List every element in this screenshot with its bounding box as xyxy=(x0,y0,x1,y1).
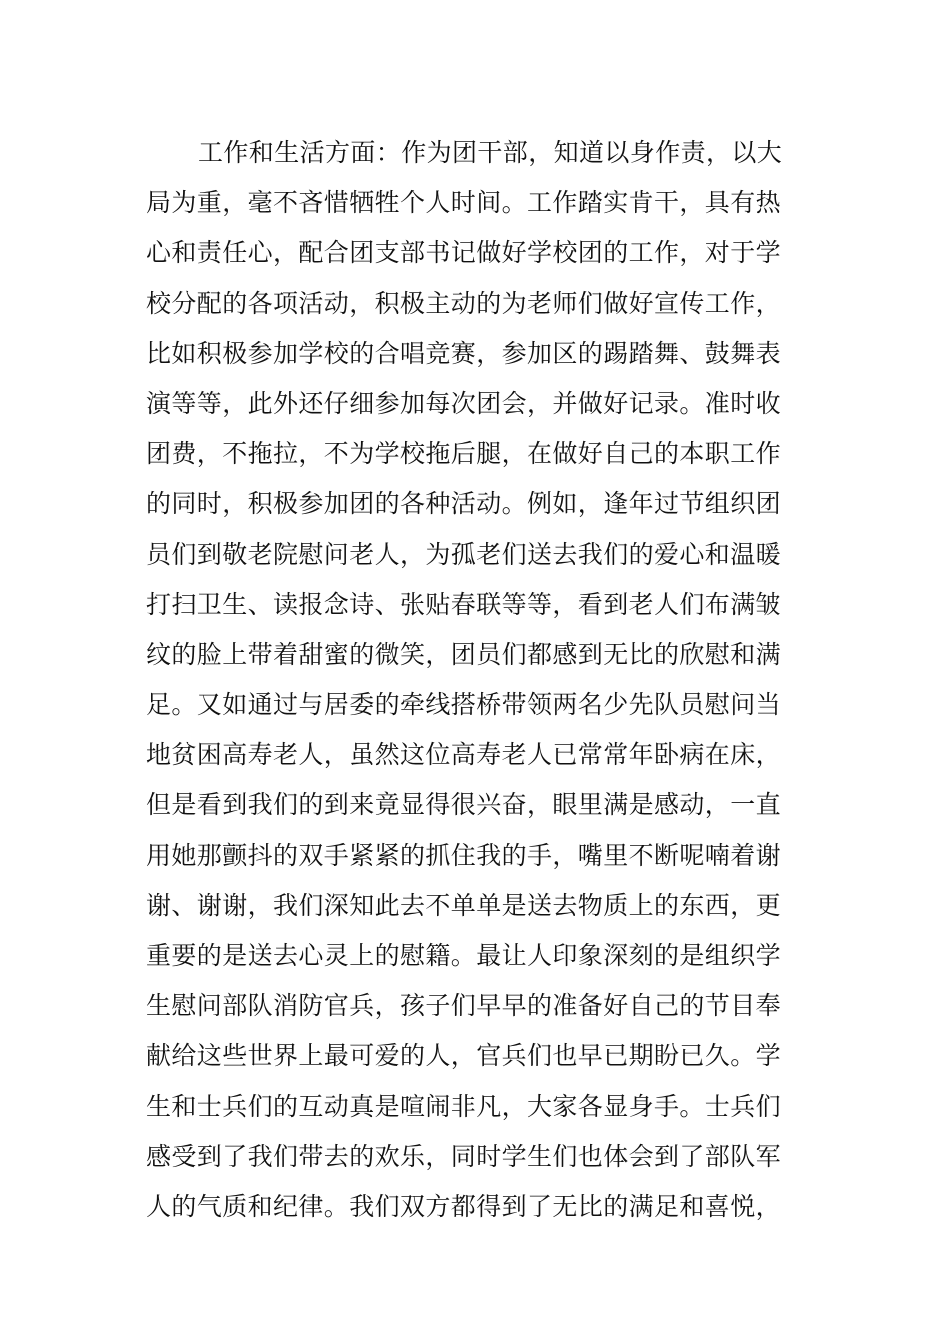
paragraph-line: 地贫困高寿老人，虽然这位高寿老人已常常年卧病在床， xyxy=(146,740,782,770)
paragraph-line: 团费，不拖拉，不为学校拖后腿，在做好自己的本职工作 xyxy=(146,439,782,469)
paragraph-line: 用她那颤抖的双手紧紧的抓住我的手，嘴里不断呢喃着谢 xyxy=(146,840,782,870)
paragraph-line: 谢、谢谢，我们深知此去不单单是送去物质上的东西，更 xyxy=(146,890,782,920)
paragraph-line: 校分配的各项活动，积极主动的为老师们做好宣传工作， xyxy=(146,288,782,318)
paragraph-line: 生和士兵们的互动真是喧闹非凡，大家各显身手。士兵们 xyxy=(146,1091,782,1121)
paragraph-line: 人的气质和纪律。我们双方都得到了无比的满足和喜悦， xyxy=(146,1191,782,1221)
paragraph-line: 员们到敬老院慰问老人，为孤老们送去我们的爱心和温暖 xyxy=(146,539,782,569)
paragraph-line: 献给这些世界上最可爱的人，官兵们也早已期盼已久。学 xyxy=(146,1041,782,1071)
paragraph xyxy=(146,128,816,1232)
paragraph-line: 生慰问部队消防官兵，孩子们早早的准备好自己的节目奉 xyxy=(146,991,782,1021)
paragraph-line: 心和责任心，配合团支部书记做好学校团的工作，对于学 xyxy=(146,238,782,268)
paragraph-line: 局为重，毫不吝惜牺牲个人时间。工作踏实肯干，具有热 xyxy=(146,188,782,218)
paragraph-line: 但是看到我们的到来竟显得很兴奋，眼里满是感动，一直 xyxy=(146,790,782,820)
paragraph-line: 工作和生活方面：作为团干部，知道以身作责，以大 xyxy=(198,138,783,167)
paragraph-line: 足。又如通过与居委的牵线搭桥带领两名少先队员慰问当 xyxy=(146,690,782,720)
paragraph-line: 打扫卫生、读报念诗、张贴春联等等，看到老人们布满皱 xyxy=(146,589,782,619)
paragraph-line: 比如积极参加学校的合唱竞赛，参加区的踢踏舞、鼓舞表 xyxy=(146,338,782,368)
paragraph-line: 的同时，积极参加团的各种活动。例如，逢年过节组织团 xyxy=(146,489,782,519)
paragraph-line: 纹的脸上带着甜蜜的微笑，团员们都感到无比的欣慰和满 xyxy=(146,639,782,669)
paragraph-line: 演等等，此外还仔细参加每次团会，并做好记录。准时收 xyxy=(146,388,782,418)
paragraph-line: 感受到了我们带去的欢乐，同时学生们也体会到了部队军 xyxy=(146,1141,782,1171)
paragraph-line: 重要的是送去心灵上的慰籍。最让人印象深刻的是组织学 xyxy=(146,941,782,970)
